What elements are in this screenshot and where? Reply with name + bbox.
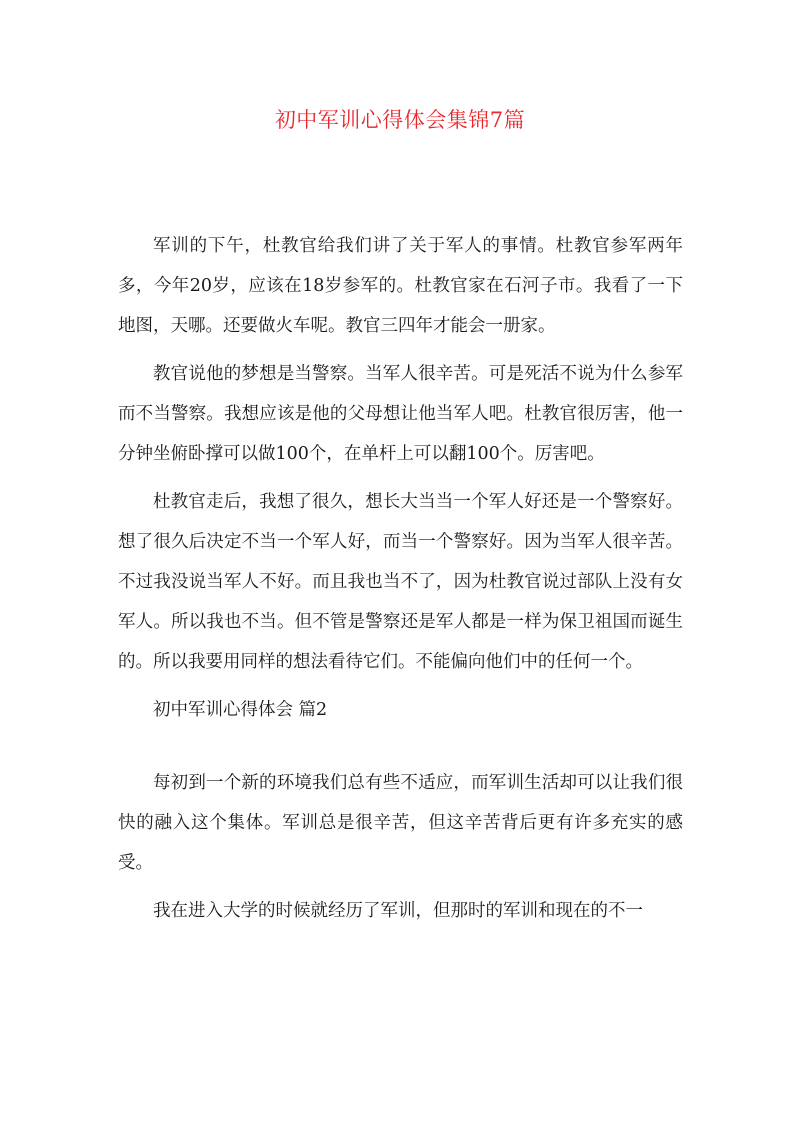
paragraph: 杜教官走后，我想了很久，想长大当当一个军人好还是一个警察好。想了很久后决定不当一个军人好，而当一个警察好。因为当军人很辛苦。不过我没说当军人不好。而且我也当不了，因为杜教官说过部队上没有女军人。所以我也不当。但不管是警察还是军人都是一样为保卫祖国而诞生的。所以我要用同样的想法看待它们。不能偏向他们中的任何一个。 xyxy=(118,492,683,672)
section-heading-text: 初中军训心得体会 篇2 xyxy=(153,700,328,720)
section-heading xyxy=(118,690,683,730)
document-body xyxy=(118,226,683,939)
paragraph: 每初到一个新的环境我们总有些不适应，而军训生活却可以让我们很快的融入这个集体。军训总是很辛苦，但这辛苦背后更有许多充实的感受。 xyxy=(118,773,683,873)
document-title: 初中军训心得体会集锦7篇 xyxy=(274,108,526,132)
paragraph: 军训的下午，杜教官给我们讲了关于军人的事情。杜教官参军两年多，今年20岁，应该在18岁参军的。杜教官家在石河子市。我看了一下地图，天哪。还要做火车呢。教官三四年才能会一册家。 xyxy=(118,236,683,336)
paragraph: 教官说他的梦想是当警察。当军人很辛苦。可是死活不说为什么参军而不当警察。我想应该是他的父母想让他当军人吧。杜教官很厉害，他一分钟坐俯卧撑可以做100个，在单杆上可以翻100个。厉害吧。 xyxy=(118,364,683,464)
paragraph: 我在进入大学的时候就经历了军训，但那时的军训和现在的不一 xyxy=(153,901,643,921)
section-spacer xyxy=(118,730,683,763)
